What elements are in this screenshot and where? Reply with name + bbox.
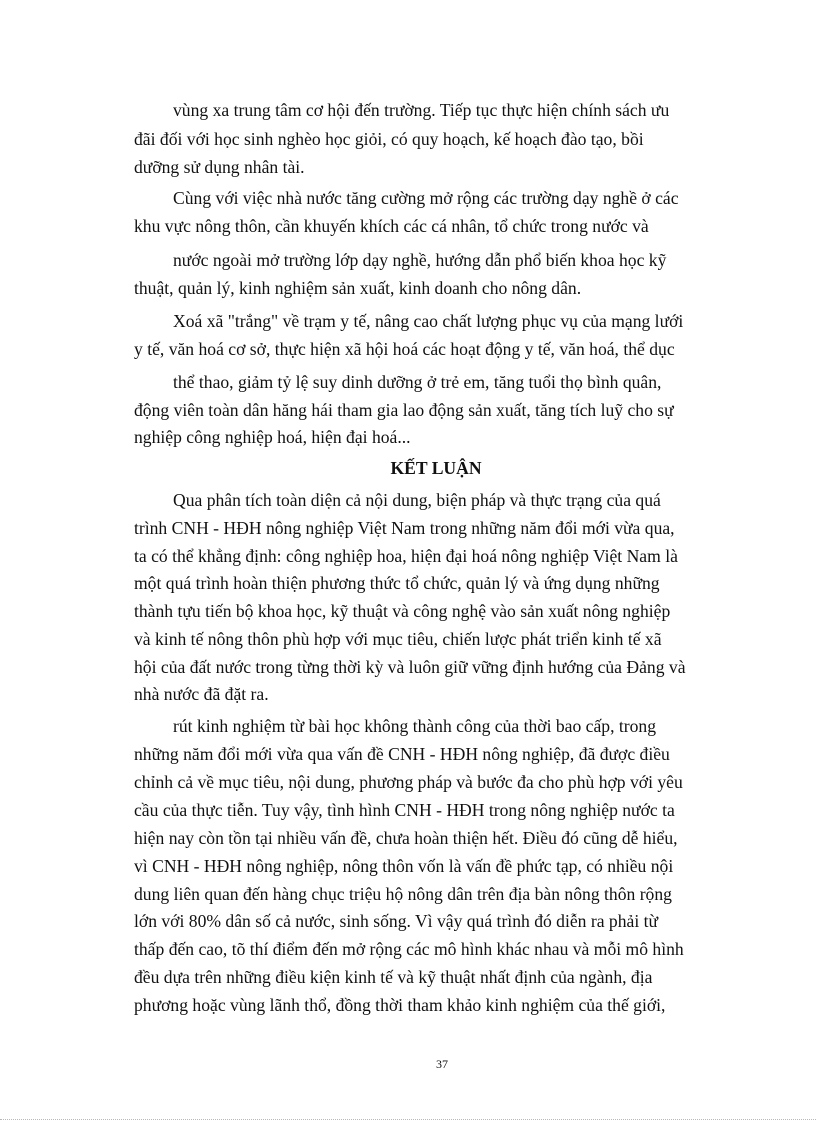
text-line: hội của đất nước trong từng thời kỳ và luôn giữ vững định hướng của Đảng và [134, 657, 686, 677]
text-line: phương hoặc vùng lãnh thổ, đồng thời tham khảo kinh nghiệm của thế giới, [134, 995, 666, 1015]
text-line: vùng xa trung tâm cơ hội đến trường. Tiếp tục thực hiện chính sách ưu [173, 100, 670, 120]
text-line: động viên toàn dân hăng hái tham gia lao động sản xuất, tăng tích luỹ cho sự [134, 400, 674, 420]
text-line: thể thao, giảm tỷ lệ suy dinh dưỡng ở trẻ em, tăng tuổi thọ bình quân, [173, 372, 662, 392]
text-line: chỉnh cả về mục tiêu, nội dung, phương pháp và bước đa cho phù hợp với yêu [134, 772, 683, 792]
text-line: và kinh tế nông thôn phù hợp với mục tiêu, chiến lược phát triển kinh tế xã [134, 629, 662, 649]
text-line: một quá trình hoàn thiện phương thức tổ chức, quản lý và ứng dụng những [134, 573, 660, 593]
text-line: khu vực nông thôn, cần khuyến khích các cá nhân, tổ chức trong nước và [134, 216, 649, 236]
text-line: thành tựu tiến bộ khoa học, kỹ thuật và công nghệ vào sản xuất nông nghiệp [134, 601, 671, 621]
text-line: Cùng với việc nhà nước tăng cường mở rộng các trường dạy nghề ở các [173, 188, 679, 208]
text-line: vì CNH - HĐH nông nghiệp, nông thôn vốn là vấn đề phức tạp, có nhiều nội [134, 856, 674, 876]
text-line: thuật, quản lý, kinh nghiệm sản xuất, kinh doanh cho nông dân. [134, 278, 582, 298]
text-line: đều dựa trên những điều kiện kinh tế và kỹ thuật nhất định của ngành, địa [134, 967, 653, 987]
text-line: Qua phân tích toàn diện cả nội dung, biện pháp và thực trạng của quá [173, 490, 661, 510]
text-line: nước ngoài mở trường lớp dạy nghề, hướng dẫn phổ biến khoa học kỹ [173, 250, 667, 270]
text-line: rút kinh nghiệm từ bài học không thành công của thời bao cấp, trong [173, 716, 657, 736]
text-line: nhà nước đã đặt ra. [134, 684, 269, 704]
text-line: những năm đổi mới vừa qua vấn đề CNH - HĐH nông nghiệp, đã được điều [134, 744, 670, 764]
text-line: đãi đối với học sinh nghèo học giỏi, có quy hoạch, kế hoạch đào tạo, bồi [134, 129, 644, 149]
text-line: cầu của thực tiễn. Tuy vậy, tình hình CNH - HĐH trong nông nghiệp nước ta [134, 800, 675, 820]
page-edge-divider [0, 1119, 816, 1120]
page-number: 37 [436, 1057, 448, 1071]
text-line: ta có thể khẳng định: công nghiệp hoa, hiện đại hoá nông nghiệp Việt Nam là [134, 546, 678, 566]
text-line: dung liên quan đến hàng chục triệu hộ nông dân trên địa bàn nông thôn rộng [134, 884, 672, 904]
text-line: lớn với 80% dân số cả nước, sinh sống. Vì vậy quá trình đó diễn ra phải từ [134, 911, 659, 931]
text-line: dưỡng sử dụng nhân tài. [134, 157, 305, 177]
text-line: Xoá xã "trắng" về trạm y tế, nâng cao chất lượng phục vụ của mạng lưới [173, 311, 684, 331]
text-line: y tế, văn hoá cơ sở, thực hiện xã hội hoá các hoạt động y tế, văn hoá, thể dục [134, 339, 675, 359]
text-line: nghiệp công nghiệp hoá, hiện đại hoá... [134, 427, 411, 447]
text-line: hiện nay còn tồn tại nhiều vấn đề, chưa hoàn thiện hết. Điều đó cũng dễ hiểu, [134, 828, 678, 848]
text-line: trình CNH - HĐH nông nghiệp Việt Nam trong những năm đổi mới vừa qua, [134, 518, 675, 538]
text-line: thấp đến cao, tõ thí điểm đến mở rộng các mô hình khác nhau và mỗi mô hình [134, 939, 684, 959]
section-heading: KẾT LUẬN [390, 458, 482, 478]
